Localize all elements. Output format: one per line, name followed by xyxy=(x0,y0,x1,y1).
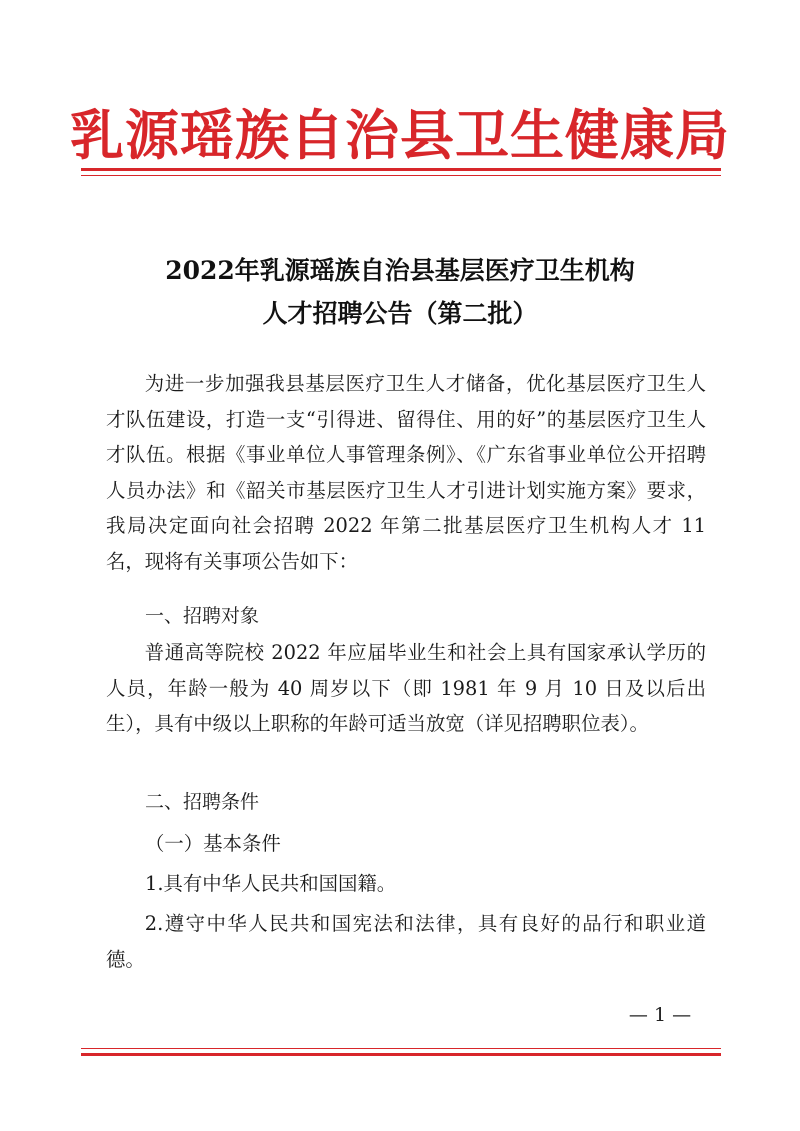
intro-paragraph: 为进一步加强我县基层医疗卫生人才储备，优化基层医疗卫生人才队伍建设，打造一支“引得进、留得住、用的好”的基层医疗卫生人才队伍。根据《事业单位人事管理条例》、《广东省事业单位公开招聘人员办法》和《韶关市基层医疗卫生人才引进计划实施方案》要求，我局决定面向社会招聘 2022 年第二批基层医疗卫生机构人才 11 名，现将有关事项公告如下： xyxy=(106,372,706,573)
section-heading-recruitment-target: 一、招聘对象 xyxy=(145,605,260,627)
footer-rule-thick xyxy=(81,1053,721,1056)
footer-rule-thin xyxy=(81,1048,721,1049)
letterhead-rule-thin xyxy=(81,175,721,176)
condition-item-law-ethics: 2.遵守中华人民共和国宪法和法律，具有良好的品行和职业道德。 xyxy=(106,912,706,971)
letterhead-rule-thick xyxy=(81,168,721,171)
document-title-line2: 人才招聘公告（第二批） xyxy=(262,299,538,328)
document-title-line1: 2022年乳源瑶族自治县基层医疗卫生机构 xyxy=(165,256,635,285)
condition-item-nationality: 1.具有中华人民共和国国籍。 xyxy=(145,872,397,895)
section1-paragraph: 普通高等院校 2022 年应届毕业生和社会上具有国家承认学历的人员，年龄一般为 40 周岁以下（即 1981 年 9 月 10 日及以后出生），具有中级以上职称的年龄可适当放宽（详见招聘职位表）。 xyxy=(106,641,706,735)
subsection-heading-basic-conditions: （一）基本条件 xyxy=(145,832,281,855)
page-number: — 1 — xyxy=(628,1004,692,1026)
letterhead-org-name: 乳源瑶族自治县卫生健康局 xyxy=(70,103,730,167)
section-heading-recruitment-conditions: 二、招聘条件 xyxy=(145,791,260,813)
